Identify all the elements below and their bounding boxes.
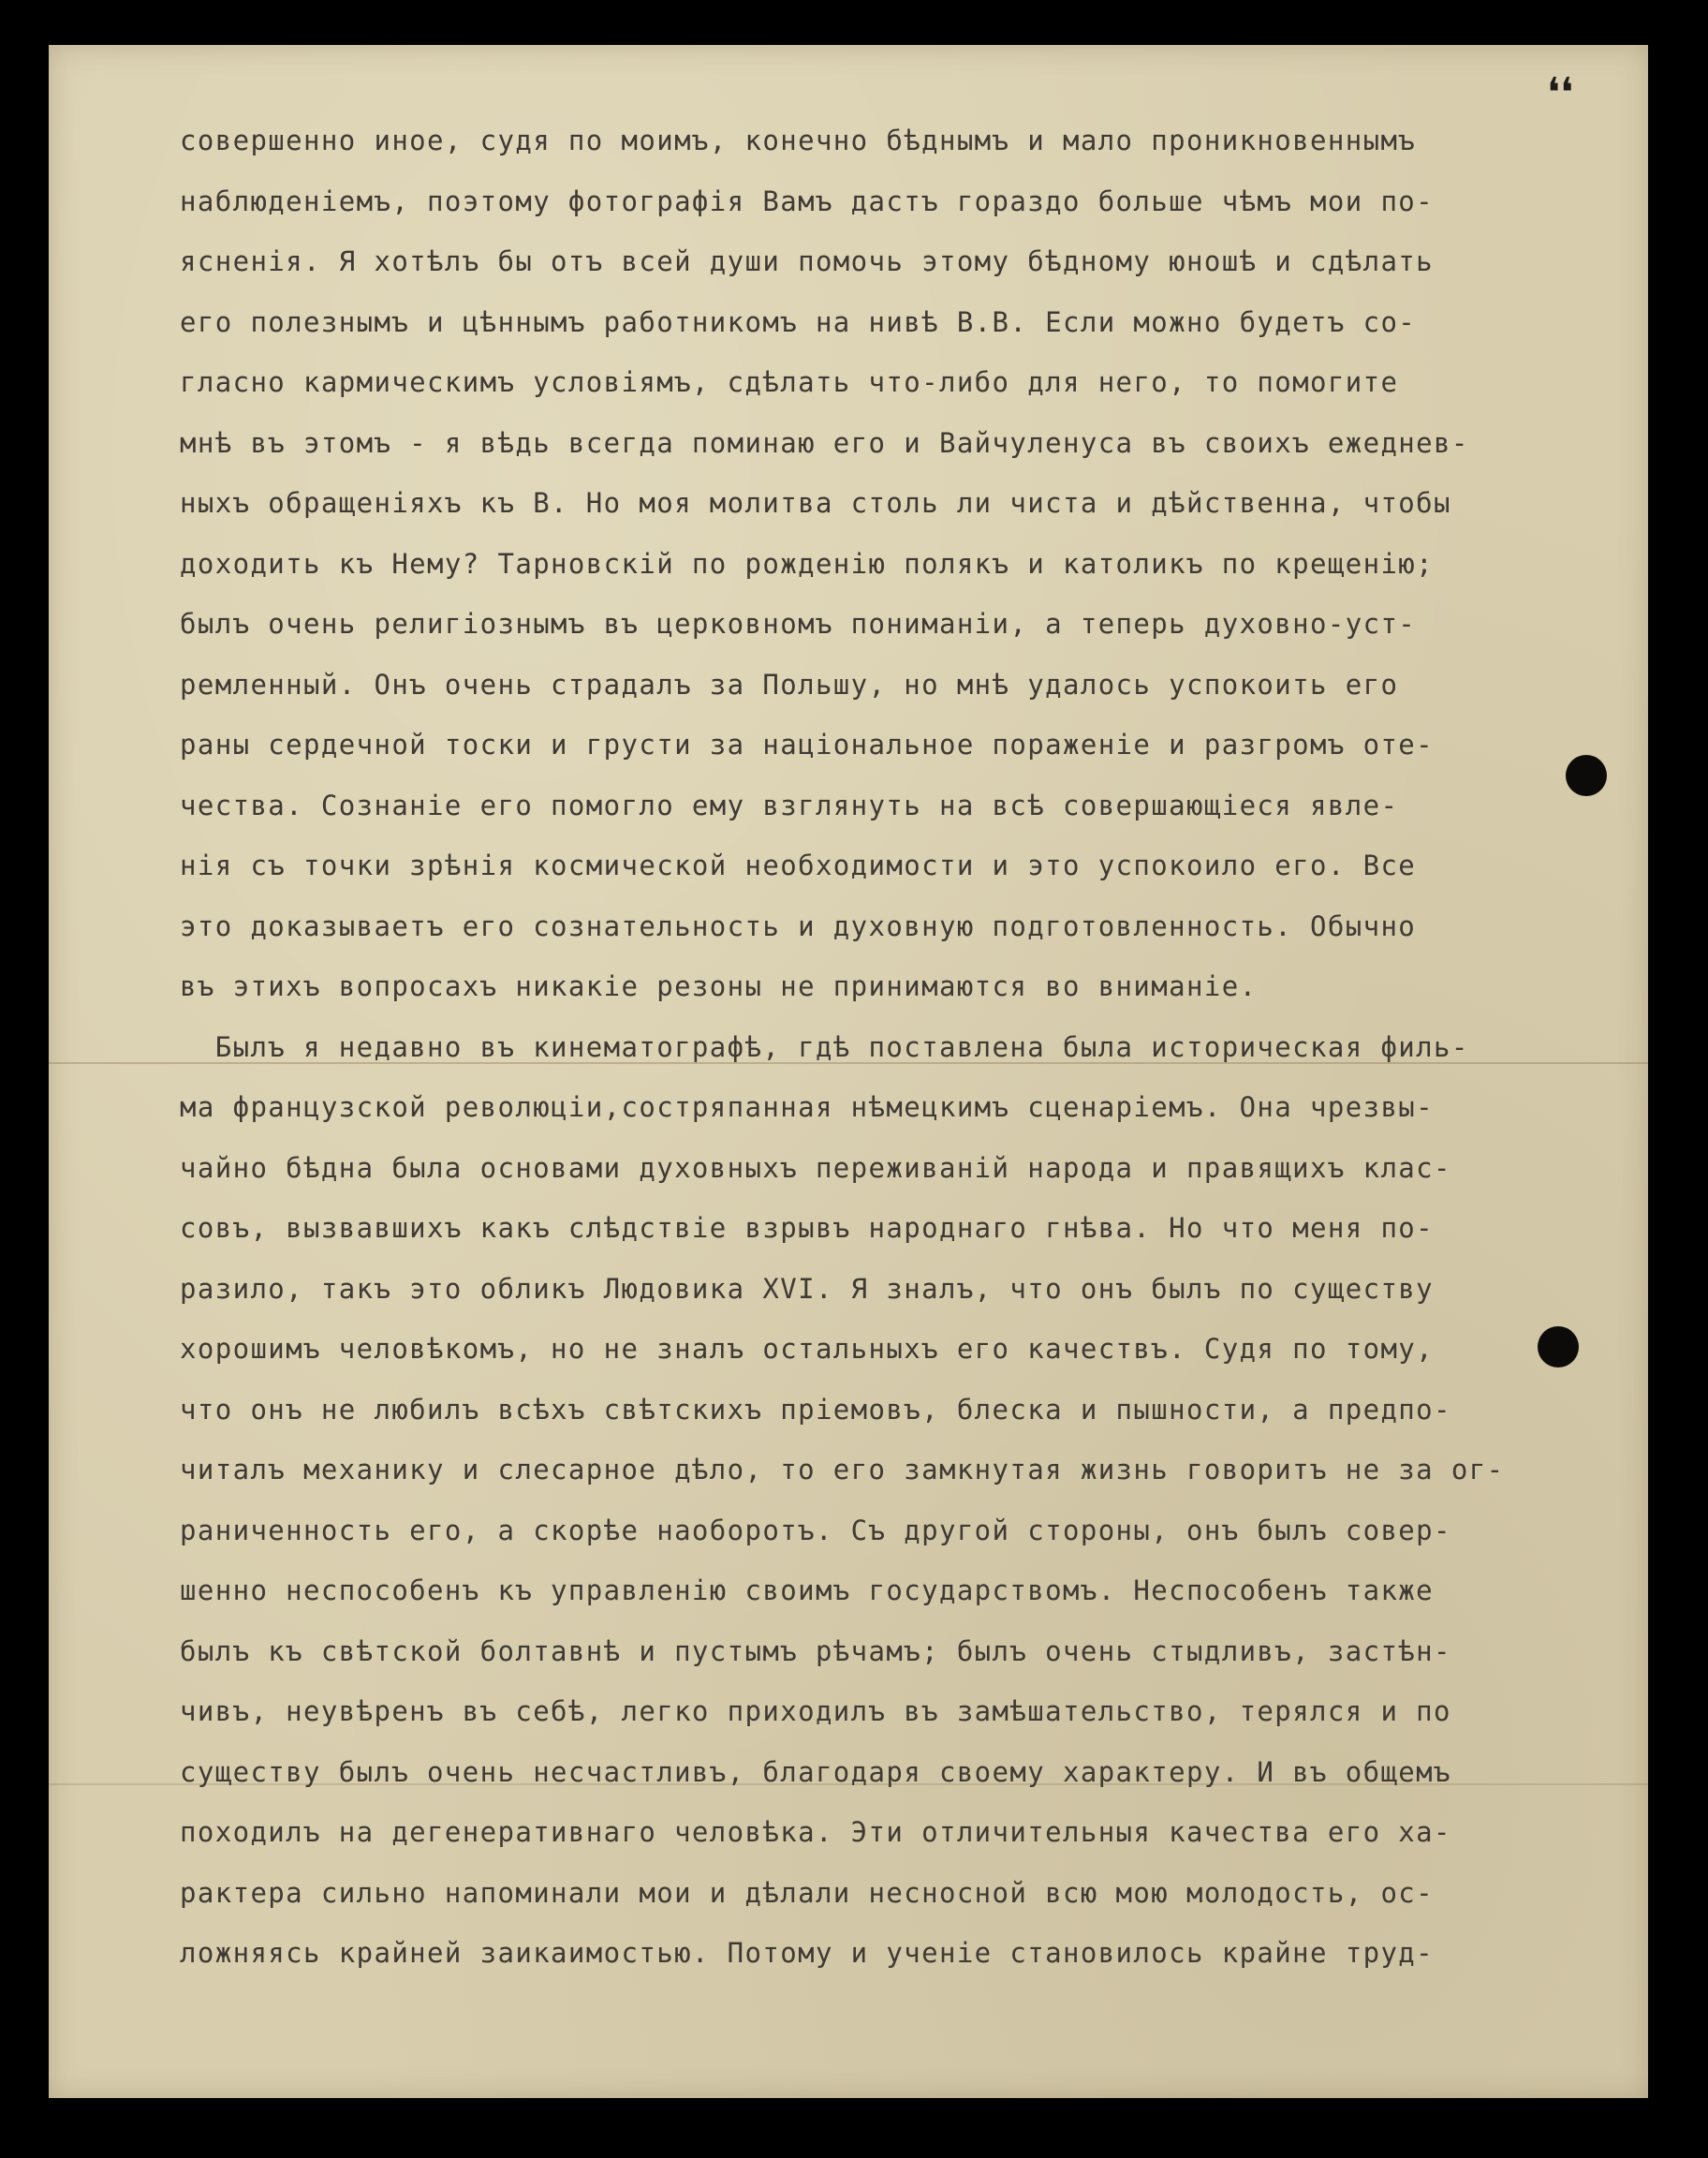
text-line: раниченность его, а скорѣе наоборотъ. Съ другой стороны, онъ былъ совер- [180, 1514, 1451, 1546]
text-line: существу былъ очень несчастливъ, благодаря своему характеру. И въ общемъ [180, 1755, 1451, 1788]
text-line: это доказываетъ его сознательность и духовную подготовленность. Обычно [180, 909, 1417, 942]
text-line: читалъ механику и слесарное дѣло, то его замкнутая жизнь говоритъ не за ог- [180, 1454, 1505, 1485]
text-line: чества. Сознанiе его помогло ему взглянуть на всѣ совершающiеся явле- [180, 789, 1399, 821]
text-line: чивъ, неувѣренъ въ себѣ, легко приходилъ въ замѣшательство, терялся и по [180, 1695, 1451, 1727]
text-line: походилъ на дегенеративнаго человѣка. Эти отличительныя качества его ха- [180, 1816, 1451, 1848]
text-line: ма французской революцiи,состряпанная нѣмецкимъ сценарiемъ. Она чрезвы- [180, 1091, 1435, 1123]
text-line: былъ къ свѣтской болтавнѣ и пустымъ рѣчамъ; былъ очень стыдливъ, застѣн- [180, 1634, 1451, 1667]
text-line: ремленный. Онъ очень страдалъ за Польшу, но мнѣ удалось успокоить его [180, 668, 1399, 701]
text-line: что онъ не любилъ всѣхъ свѣтскихъ прiемовъ, блеска и пышности, а предпо- [180, 1393, 1451, 1426]
text-line: ясненiя. Я хотѣлъ бы отъ всей души помочь этому бѣдному юношѣ и сдѣлать [180, 245, 1435, 277]
text-line: нiя съ точки зрѣнiя космической необходимости и это успокоило его. Все [180, 850, 1417, 881]
text-line: Былъ я недавно въ кинематографѣ, гдѣ поставлена была историческая филь- [180, 1030, 1469, 1063]
text-line: чайно бѣдна была основами духовныхъ переживанiй народа и правящихъ клас- [180, 1151, 1451, 1184]
text-line: доходить къ Нему? Тарновскiй по рожденiю полякъ и католикъ по крещенiю; [180, 547, 1435, 580]
text-line: наблюденiемъ, поэтому фотографiя Вамъ дастъ гораздо больше чѣмъ мои по- [180, 185, 1435, 217]
text-line: его полезнымъ и цѣннымъ работникомъ на нивѣ В.В. Если можно будетъ со- [180, 305, 1417, 338]
text-line: шенно неспособенъ къ управленiю своимъ государствомъ. Неспособенъ также [180, 1574, 1435, 1606]
ink-mark: ❛❛ [1547, 69, 1574, 117]
text-line: раны сердечной тоски и грусти за нацiональное пораженiе и разгромъ оте- [180, 729, 1435, 761]
text-line: ложняясь крайней заикаимостью. Потому и ученiе становилось крайне труд- [180, 1937, 1435, 1969]
letter-body [180, 111, 1641, 1984]
text-line: ныхъ обращенiяхъ къ В. Но моя молитва столь ли чиста и дѣйственна, чтобы [180, 487, 1451, 519]
text-line: гласно кармическимъ условiямъ, сдѣлать что-либо для него, то помогите [180, 366, 1399, 398]
text-line: разило, такъ это обликъ Людовика XVI. Я зналъ, что онъ былъ по существу [180, 1272, 1435, 1305]
text-line: хорошимъ человѣкомъ, но не зналъ остальныхъ его качествъ. Судя по тому, [180, 1333, 1435, 1365]
text-line: былъ очень религiознымъ въ церковномъ пониманiи, а теперь духовно-уст- [180, 608, 1417, 640]
text-line: рактера сильно напоминали мои и дѣлали несносной всю мою молодость, ос- [180, 1876, 1435, 1909]
text-line: въ этихъ вопросахъ никакiе резоны не принимаются во вниманiе. [180, 970, 1258, 1002]
text-line: мнѣ въ этомъ - я вѣдь всегда поминаю его и Вайчуленуса въ своихъ ежеднев- [180, 426, 1469, 459]
text-line: совъ, вызвавшихъ какъ слѣдствiе взрывъ народнаго гнѣва. Но что меня по- [180, 1212, 1435, 1244]
text-line: совершенно иное, судя по моимъ, конечно бѣднымъ и мало проникновеннымъ [180, 125, 1417, 156]
